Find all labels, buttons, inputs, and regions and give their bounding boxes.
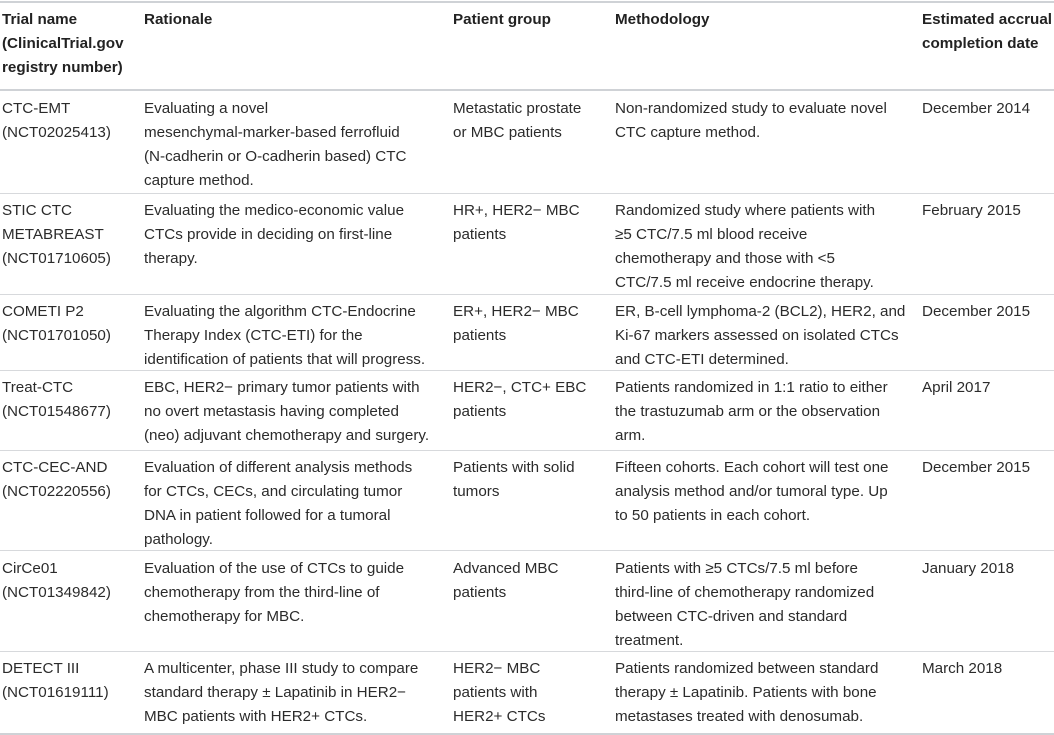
completion-date-cell: December 2015 (922, 459, 1031, 476)
header-rationale: Rationale (144, 11, 213, 28)
header-patient-group: Patient group (453, 11, 551, 28)
header-rule (0, 89, 1054, 91)
methodology-cell: Randomized study where patients with ≥5 CTC/7.5 ml blood receive chemotherapy and those with <5 CTC/7.5 ml receive endocrine therapy. (615, 202, 876, 291)
completion-date-cell: February 2015 (922, 202, 1021, 219)
trial-name-cell: DETECT III (NCT01619111) (2, 660, 109, 701)
trial-name-cell: CTC-EMT (NCT02025413) (2, 100, 111, 141)
trial-name-cell: Treat-CTC (NCT01548677) (2, 379, 111, 420)
rationale-cell: Evaluating the medico-economic value CTCs provide in deciding on first-line therapy. (144, 202, 405, 267)
patient-group-cell: HR+, HER2− MBC patients (453, 202, 580, 243)
patient-group-cell: Metastatic prostate or MBC patients (453, 100, 582, 141)
header-methodology: Methodology (615, 11, 710, 28)
methodology-cell: Non-randomized study to evaluate novel CTC capture method. (615, 100, 887, 141)
trial-name-cell: COMETI P2 (NCT01701050) (2, 303, 111, 344)
row-divider (0, 550, 1054, 551)
table-header (0, 3, 1054, 89)
row-divider (0, 370, 1054, 371)
rationale-cell: A multicenter, phase III study to compare standard therapy ± Lapatinib in HER2− MBC patients with HER2+ CTCs. (144, 660, 419, 725)
patient-group-cell: ER+, HER2− MBC patients (453, 303, 579, 344)
row-divider (0, 651, 1054, 652)
header-completion-date: Estimated accrual completion date (922, 11, 1052, 52)
completion-date-cell: December 2015 (922, 303, 1031, 320)
patient-group-cell: HER2− MBC patients with HER2+ CTCs (453, 660, 546, 725)
completion-date-cell: December 2014 (922, 100, 1031, 117)
completion-date-cell: January 2018 (922, 560, 1015, 577)
completion-date-cell: April 2017 (922, 379, 991, 396)
row-divider (0, 193, 1054, 194)
methodology-cell: ER, B-cell lymphoma-2 (BCL2), HER2, and Ki-67 markers assessed on isolated CTCs and CTC-ETI determined. (615, 303, 906, 368)
row-divider (0, 294, 1054, 295)
patient-group-cell: Patients with solid tumors (453, 459, 575, 500)
patient-group-cell: Advanced MBC patients (453, 560, 559, 601)
patient-group-cell: HER2−, CTC+ EBC patients (453, 379, 587, 420)
trial-name-cell: CirCe01 (NCT01349842) (2, 560, 111, 601)
row-divider (0, 450, 1054, 451)
methodology-cell: Patients randomized in 1:1 ratio to either the trastuzumab arm or the observation arm. (615, 379, 888, 444)
rationale-cell: Evaluating a novel mesenchymal-marker-based ferrofluid (N-cadherin or O-cadherin based) CTC capture method. (144, 100, 407, 189)
rationale-cell: Evaluation of the use of CTCs to guide chemotherapy from the third-line of chemotherapy for MBC. (144, 560, 405, 625)
rationale-cell: Evaluating the algorithm CTC-Endocrine Therapy Index (CTC-ETI) for the identification of patients that will progress. (144, 303, 426, 368)
methodology-cell: Patients with ≥5 CTCs/7.5 ml before third-line of chemotherapy randomized between CTC-driven and standard treatment. (615, 560, 875, 649)
trial-name-cell: CTC-CEC-AND (NCT02220556) (2, 459, 111, 500)
methodology-cell: Patients randomized between standard therapy ± Lapatinib. Patients with bone metastases treated with denosumab. (615, 660, 879, 725)
rationale-cell: Evaluation of different analysis methods for CTCs, CECs, and circulating tumor DNA in patient followed for a tumoral pathology. (144, 459, 413, 548)
rationale-cell: EBC, HER2− primary tumor patients with no overt metastasis having completed (neo) adjuvant chemotherapy and surgery. (144, 379, 430, 444)
trial-name-cell: STIC CTC METABREAST (NCT01710605) (2, 202, 111, 267)
completion-date-cell: March 2018 (922, 660, 1003, 677)
methodology-cell: Fifteen cohorts. Each cohort will test one analysis method and/or tumoral type. Up to 50 patients in each cohort. (615, 459, 889, 524)
header-trial-name: Trial name (ClinicalTrial.gov registry number) (2, 11, 124, 76)
